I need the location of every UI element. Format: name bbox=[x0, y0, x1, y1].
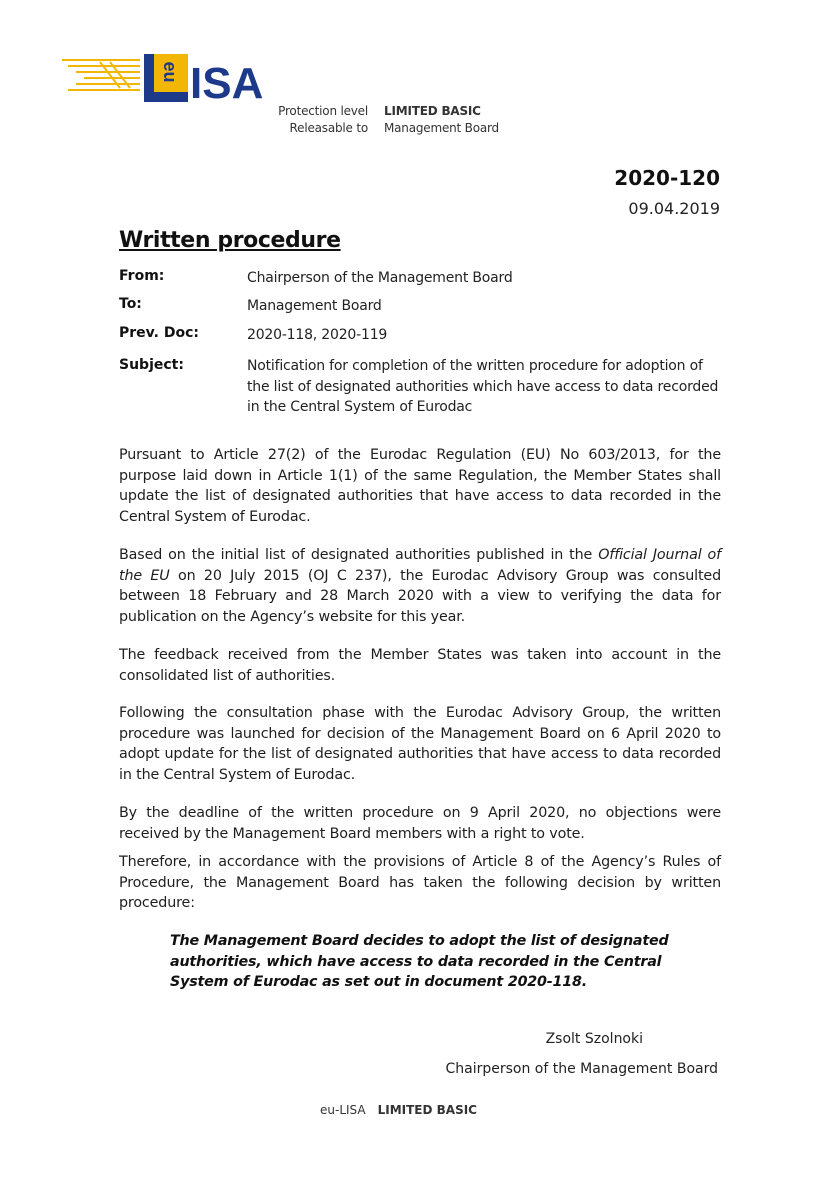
subject-value: Notification for completion of the written procedure for adoption of the list of designated authorities which have access to data recorded in the Central System of Eurodac bbox=[247, 358, 719, 415]
body-paragraph-6: Therefore, in accordance with the provisions of Article 8 of the Agency’s Rules of Procedure, the Management Board has taken the following decision by written procedure: bbox=[119, 854, 721, 912]
body-paragraph-2 bbox=[119, 545, 721, 627]
prev-doc-label: Prev. Doc: bbox=[119, 325, 199, 341]
body-paragraph-1: Pursuant to Article 27(2) of the Eurodac Regulation (EU) No 603/2013, for the purpose laid down in Article 1(1) of the same Regulation, the Member States shall update the list of designated authorities that have access to data recorded in the Central System of Eurodac. bbox=[119, 447, 721, 525]
logo-speed-lines bbox=[62, 60, 140, 90]
releasable-to-label: Releasable to bbox=[289, 121, 368, 135]
eu-lisa-logo bbox=[60, 48, 300, 110]
from-label: From: bbox=[119, 268, 165, 284]
releasable-to-value: Management Board bbox=[384, 121, 499, 135]
body-paragraph-4: Following the consultation phase with the Eurodac Advisory Group, the written procedure was launched for decision of the Management Board on 6 April 2020 to adopt update for the list of designated authorities that have access to data recorded in the Central System of Eurodac. bbox=[119, 705, 721, 783]
p2-text-before: Based on the initial list of designated authorities published in the bbox=[119, 547, 599, 563]
from-value: Chairperson of the Management Board bbox=[247, 270, 513, 286]
document-number: 2020-120 bbox=[614, 166, 720, 190]
protection-level-value: LIMITED BASIC bbox=[384, 104, 481, 118]
subject-label: Subject: bbox=[119, 357, 184, 373]
signatory-name: Zsolt Szolnoki bbox=[545, 1031, 643, 1047]
decision-statement: The Management Board decides to adopt the list of designated authorities, which have access to data recorded in the Central System of Eurodac as set out in document 2020-118. bbox=[170, 933, 669, 991]
p2-official-journal: Official Journal of the EU bbox=[119, 547, 721, 584]
to-value: Management Board bbox=[247, 298, 382, 314]
footer-classification: LIMITED BASIC bbox=[377, 1103, 477, 1117]
page-title: Written procedure bbox=[119, 228, 341, 253]
signatory-role: Chairperson of the Management Board bbox=[445, 1061, 718, 1077]
protection-level-label: Protection level bbox=[278, 104, 368, 118]
logo-lisa-text: ISA bbox=[190, 59, 264, 108]
footer bbox=[320, 1103, 477, 1117]
body-paragraph-3: The feedback received from the Member States was taken into account in the consolidated list of authorities. bbox=[119, 647, 721, 684]
logo-eu-text: eu bbox=[160, 61, 180, 83]
prev-doc-value: 2020-118, 2020-119 bbox=[247, 327, 388, 343]
body-paragraph-5: By the deadline of the written procedure on 9 April 2020, no objections were received by the Management Board members with a right to vote. bbox=[119, 805, 721, 842]
footer-org: eu-LISA bbox=[320, 1103, 366, 1117]
p2-text-after: on 20 July 2015 (OJ C 237), the Eurodac Advisory Group was consulted between 18 February and 28 March 2020 with a view to verifying the data for publication on the Agency’s website for this year. bbox=[119, 567, 721, 625]
document-date: 09.04.2019 bbox=[628, 199, 720, 218]
to-label: To: bbox=[119, 296, 142, 312]
